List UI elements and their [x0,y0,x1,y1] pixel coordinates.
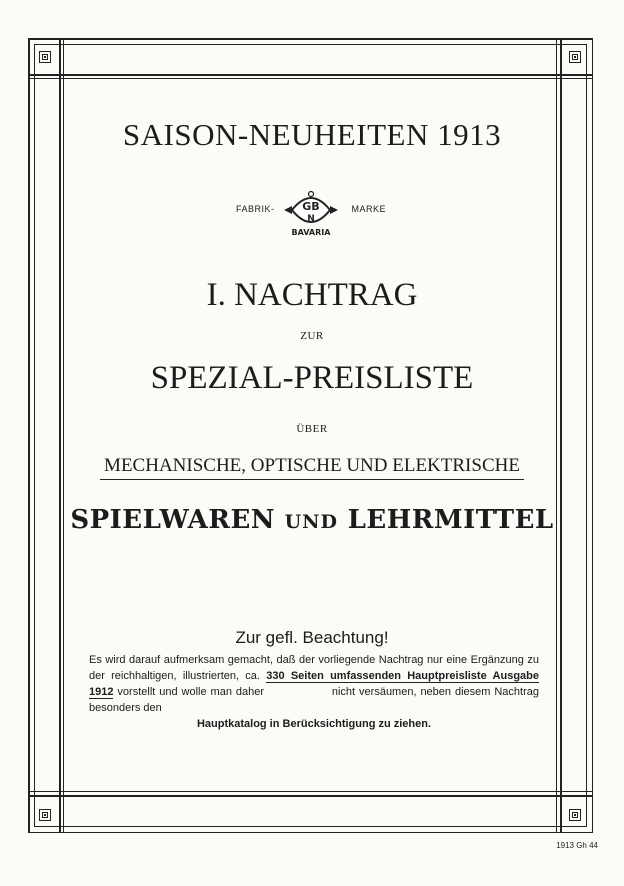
category-line [0,455,624,480]
svg-text:BAVARIA: BAVARIA [291,228,331,237]
product-lehrmittel: LEHRMITTEL [347,505,554,535]
zur-label: ZUR [300,330,324,342]
product-und: UND [284,511,339,533]
trademark-right-label: MARKE [351,204,386,214]
trademark [236,190,386,238]
notice-text-1: Es wird darauf aufmerksam gemacht, daß der vorliegende Nachtrag nur eine Ergänzung zu der reichhaltigen, illustrierten, ca. [89,654,539,682]
gbn-bavaria-emblem-icon [282,190,340,238]
preisliste-title: SPEZIAL-PREISLISTE [150,360,474,396]
footer-code: 1913 Gh 44 [556,841,598,850]
notice-bold-1: 330 Seiten umfassenden Hauptpreisliste Ausgabe 1912 [89,670,539,698]
corner-ornament-icon [39,809,51,821]
notice-text-2: vorstellt und wolle man daher [117,686,264,698]
corner-ornament-icon [569,809,581,821]
trademark-left-label: FABRIK- [236,204,275,214]
product-line [0,505,624,535]
notice-bold-2: Hauptkatalog in Berücksichtigung zu ziehen. [196,718,432,730]
svg-text:N: N [307,214,315,224]
page-heading: SAISON-NEUHEITEN 1913 [122,117,502,152]
category-text: MECHANISCHE, OPTISCHE UND ELEKTRISCHE [100,455,524,480]
corner-ornament-icon [39,51,51,63]
nachtrag-title: I. NACHTRAG [206,277,418,313]
notice-heading: Zur gefl. Beachtung! [235,628,389,647]
product-spielwaren: SPIELWAREN [70,505,276,535]
svg-text:GB: GB [302,200,320,213]
ueber-label: ÜBER [296,423,328,435]
notice-text-3: nicht versäumen, neben diesem Nachtrag besonders den [89,686,539,714]
notice-text [89,652,539,732]
corner-ornament-icon [569,51,581,63]
